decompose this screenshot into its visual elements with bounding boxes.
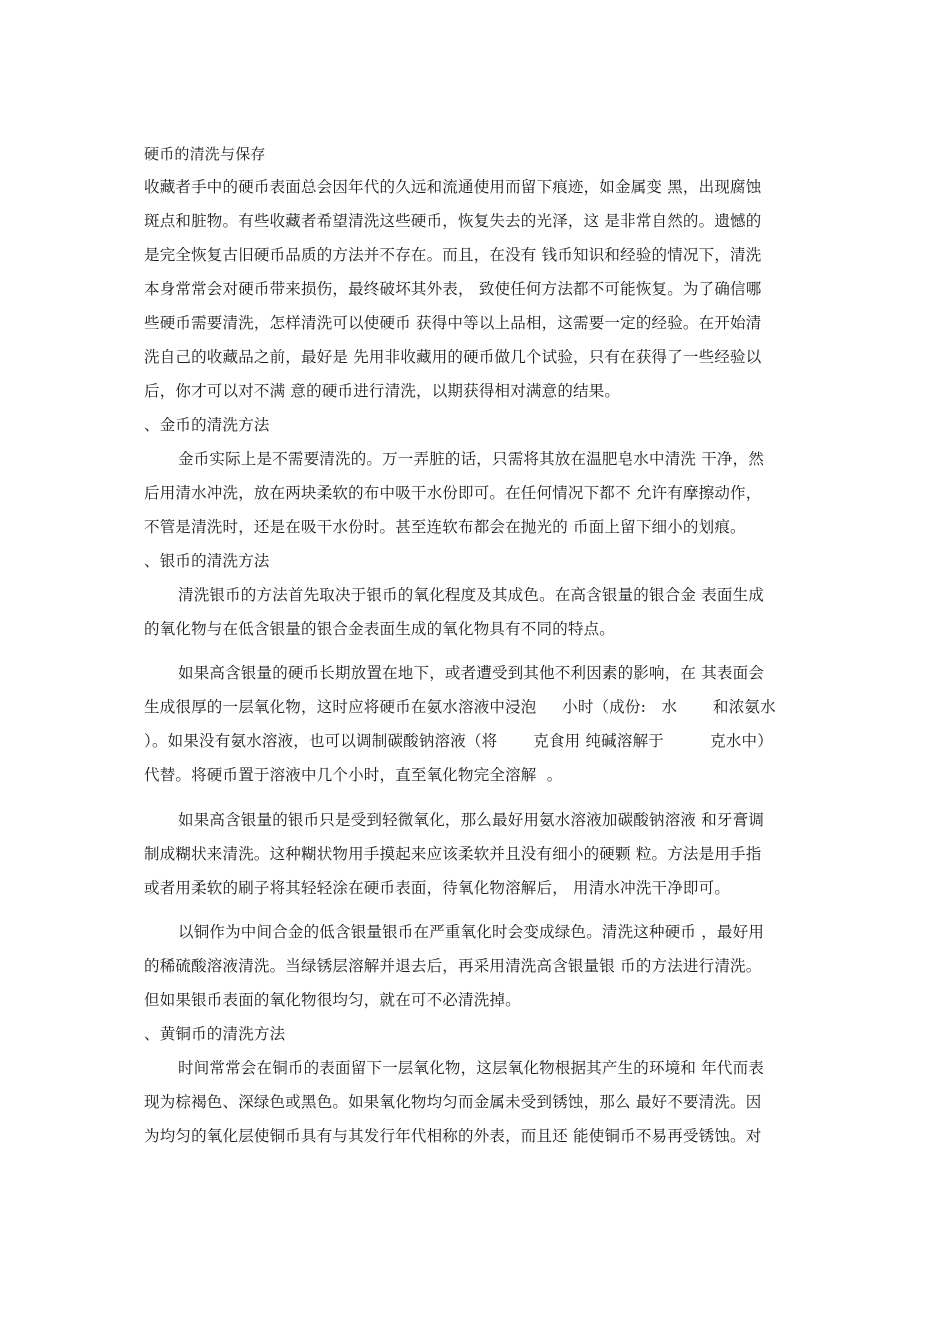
text-line: 金币实际上是不需要清洗的。万一弄脏的话，只需将其放在温肥皂水中清洗 干净，然 [178,450,765,468]
text-line: 如果高含银量的银币只是受到轻微氧化，那么最好用氨水溶液加碳酸钠溶液 和牙膏调 [178,811,765,829]
text-line: 斑点和脏物。有些收藏者希望清洗这些硬币，恢复失去的光泽，这 是非常自然的。遗憾的 [144,212,762,230]
text-line: 后用清水冲洗，放在两块柔软的布中吸干水份即可。在任何情况下都不 允许有摩擦动作， [144,484,762,502]
text-line: 收藏者手中的硬币表面总会因年代的久远和流通使用而留下痕迹，如金属变 黑，出现腐蚀 [144,178,762,196]
text-line: ）。如果没有氨水溶液，也可以调制碳酸钠溶液（将 克食用 纯碱溶解于 克水中） [144,732,773,750]
text-line: 后，你才可以对不满 意的硬币进行清洗，以期获得相对满意的结果。 [144,382,621,400]
text-line: 如果高含银量的硬币长期放置在地下，或者遭受到其他不利因素的影响，在 其表面会 [178,664,765,682]
text-line: 现为棕褐色、深绿色或黑色。如果氧化物均匀而金属未受到锈蚀，那么 最好不要清洗。因 [144,1093,762,1111]
text-line: 的氧化物与在低含银量的银合金表面生成的氧化物具有不同的特点。 [144,620,616,638]
text-line: 或者用柔软的刷子将其轻轻涂在硬币表面，待氧化物溶解后， 用清水冲洗干净即可。 [144,879,731,897]
text-line: 清洗银币的方法首先取决于银币的氧化程度及其成色。在高含银量的银合金 表面生成 [178,586,765,604]
text-line: 制成糊状来清洗。这种糊状物用手摸起来应该柔软并且没有细小的硬颗 粒。方法是用手指 [144,845,762,863]
section-heading-brass: 、黄铜币的清洗方法 [144,1025,286,1043]
text-line: 以铜作为中间合金的低含银量银币在严重氧化时会变成绿色。清洗这种硬币 ，最好用 [178,923,765,941]
text-line: 本身常常会对硬币带来损伤，最终破坏其外表， 致使任何方法都不可能恢复。为了确信哪 [144,280,762,298]
section-heading-silver: 、银币的清洗方法 [144,552,270,570]
text-line: 生成很厚的一层氧化物，这时应将硬币在氨水溶液中浸泡 小时（成份: 水 和浓氨水 [144,698,776,716]
text-line: 的稀硫酸溶液清洗。当绿锈层溶解并退去后，再采用清洗高含银量银 币的方法进行清洗。 [144,957,762,975]
text-line: 是完全恢复古旧硬币品质的方法并不存在。而且，在没有 钱币知识和经验的情况下，清洗 [144,246,762,264]
text-line: 洗自己的收藏品之前，最好是 先用非收藏用的硬币做几个试验，只有在获得了一些经验以 [144,348,762,366]
text-line: 为均匀的氧化层使铜币具有与其发行年代相称的外表，而且还 能使铜币不易再受锈蚀。对 [144,1127,762,1145]
text-line: 但如果银币表面的氧化物很均匀，就在可不必清洗掉。 [144,991,521,1009]
document-title: 硬币的清洗与保存 [144,145,266,163]
text-line: 不管是清洗时，还是在吸干水份时。甚至连软布都会在抛光的 币面上留下细小的划痕。 [144,518,746,536]
text-line: 些硬币需要清洗，怎样清洗可以使硬币 获得中等以上品相，这需要一定的经验。在开始清 [144,314,762,332]
section-heading-gold: 、金币的清洗方法 [144,416,270,434]
text-line: 时间常常会在铜币的表面留下一层氧化物，这层氧化物根据其产生的环境和 年代而表 [178,1059,765,1077]
text-line: 代替。将硬币置于溶液中几个小时，直至氧化物完全溶解 。 [144,766,563,784]
